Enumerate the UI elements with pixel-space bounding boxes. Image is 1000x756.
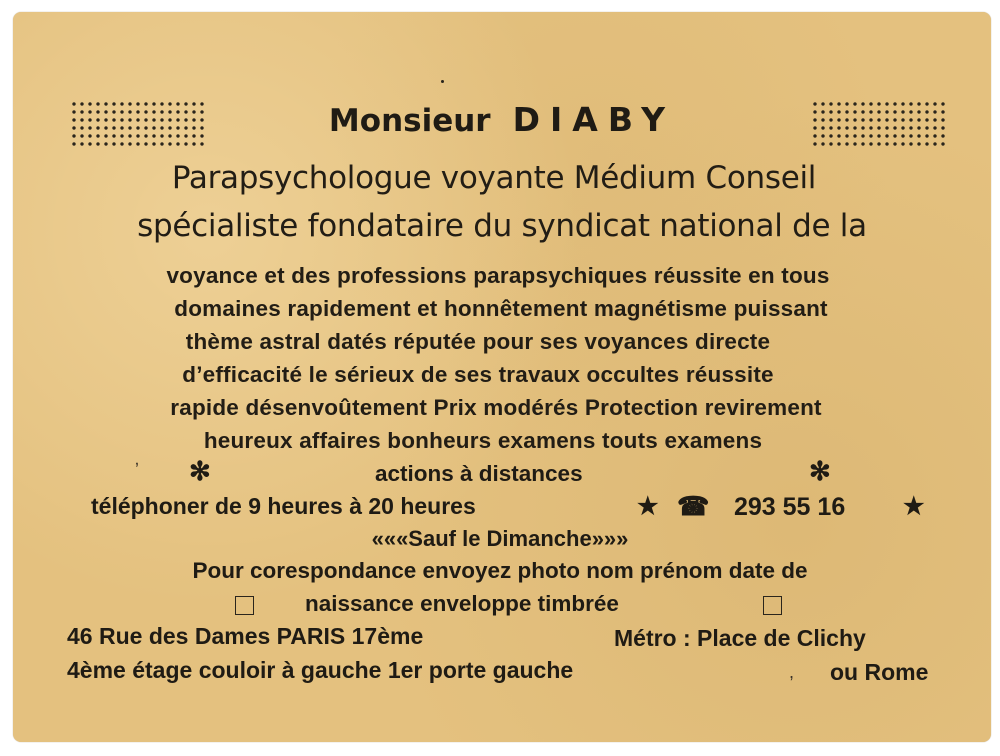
square-box-left-icon bbox=[235, 596, 254, 615]
body-line-1: voyance et des professions parapsychiques réussite en tous bbox=[166, 263, 830, 288]
body-line-5: rapide désenvoûtement Prix modérés Protection revirement bbox=[170, 395, 822, 420]
address-floor: 4ème étage couloir à gauche 1er porte gauche bbox=[67, 657, 574, 683]
subtitle-line-2: spécialiste fondataire du syndicat national de la bbox=[137, 208, 867, 244]
star-right-icon: ★ bbox=[903, 493, 925, 520]
salutation: Monsieur bbox=[328, 103, 491, 139]
ink-comma-mark: , bbox=[789, 662, 795, 682]
address-street: 46 Rue des Dames PARIS 17ème bbox=[67, 623, 424, 649]
metro-line-1: Métro : Place de Clichy bbox=[614, 625, 866, 651]
person-name: DIABY bbox=[512, 100, 676, 139]
correspondence-line-1: Pour corespondance envoyez photo nom prénom date de bbox=[192, 558, 808, 583]
ink-tick-mark: ʼ bbox=[135, 460, 139, 480]
telephone-icon: ☎ bbox=[677, 491, 710, 521]
body-line-2: domaines rapidement et honnêtement magnétisme puissant bbox=[174, 296, 828, 321]
metro-line-2: ou Rome bbox=[830, 659, 929, 685]
closed-notice: «««Sauf le Dimanche»»» bbox=[371, 526, 629, 551]
star-left-icon: ★ bbox=[637, 493, 659, 520]
body-line-4: d’efficacité le sérieux de ses travaux occultes réussite bbox=[182, 362, 774, 387]
body-line-6: heureux affaires bonheurs examens touts examens bbox=[203, 428, 763, 453]
body-line-3: thème astral datés réputée pour ses voyances directe bbox=[185, 329, 771, 354]
actions-text: actions à distances bbox=[375, 461, 583, 486]
asterisk-right-icon: ✻ bbox=[809, 456, 831, 486]
subtitle-line-1: Parapsychologue voyante Médium Conseil bbox=[171, 160, 817, 196]
card-title bbox=[13, 100, 991, 139]
correspondence-line-2: naissance enveloppe timbrée bbox=[305, 591, 619, 616]
phone-number: 293 55 16 bbox=[734, 493, 846, 521]
ink-speck bbox=[441, 80, 444, 83]
asterisk-left-icon: ✻ bbox=[189, 456, 211, 486]
square-box-right-icon bbox=[763, 596, 782, 615]
phone-hours: téléphoner de 9 heures à 20 heures bbox=[91, 493, 476, 519]
business-card bbox=[13, 12, 991, 742]
